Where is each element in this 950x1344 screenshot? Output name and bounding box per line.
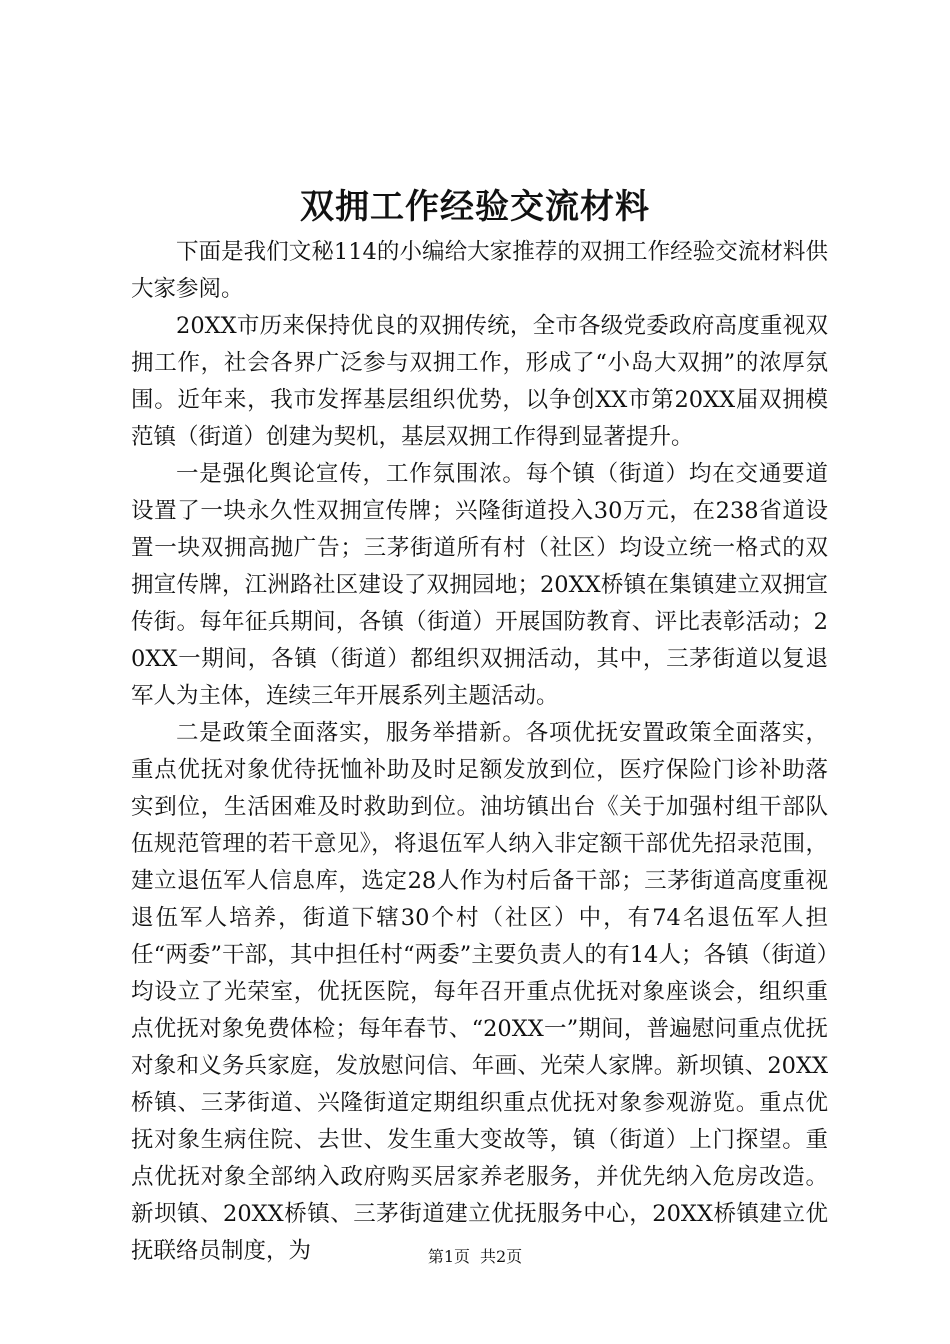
page-footer <box>0 1245 950 1269</box>
document-body <box>131 234 828 1270</box>
page-title: 双拥工作经验交流材料 <box>300 187 650 227</box>
page-number-current: 第1页 <box>427 1247 470 1266</box>
paragraph-intro: 下面是我们文秘114的小编给大家推荐的双拥工作经验交流材料供大家参阅。 <box>131 239 828 302</box>
page-number-total: 共2页 <box>480 1247 523 1266</box>
paragraph-publicity: 一是强化舆论宣传，工作氛围浓。每个镇（街道）均在交通要道设置了一块永久性双拥宣传牌；兴隆街道投入30万元，在238省道设置一块双拥高抛广告；三茅街道所有村（社区）均设立统一格式的双拥宣传牌，江洲路社区建设了双拥园地；20XX桥镇在集镇建立双拥宣传街。每年征兵期间，各镇（街道）开展国防教育、评比表彰活动；20XX一期间，各镇（街道）都组织双拥活动，其中，三茅街道以复退军人为主体，连续三年开展系列主题活动。 <box>131 461 828 709</box>
paragraph-overview: 20XX市历来保持优良的双拥传统，全市各级党委政府高度重视双拥工作，社会各界广泛参与双拥工作，形成了“小岛大双拥”的浓厚氛围。近年来，我市发挥基层组织优势，以争创XX市第20XX届双拥模范镇（街道）创建为契机，基层双拥工作得到显著提升。 <box>131 313 828 450</box>
paragraph-policy: 二是政策全面落实，服务举措新。各项优抚安置政策全面落实，重点优抚对象优待抚恤补助及时足额发放到位，医疗保险门诊补助落实到位，生活困难及时救助到位。油坊镇出台《关于加强村组干部队伍规范管理的若干意见》，将退伍军人纳入非定额干部优先招录范围，建立退伍军人信息库，选定28人作为村后备干部；三茅街道高度重视退伍军人培养，街道下辖30个村（社区）中，有74名退伍军人担任“两委”干部，其中担任村“两委”主要负责人的有14人；各镇（街道）均设立了光荣室，优抚医院，每年召开重点优抚对象座谈会，组织重点优抚对象免费体检；每年春节、“20XX一”期间，普遍慰问重点优抚对象和义务兵家庭，发放慰问信、年画、光荣人家牌。新坝镇、20XX桥镇、三茅街道、兴隆街道定期组织重点优抚对象参观游览。重点优抚对象生病住院、去世、发生重大变故等，镇（街道）上门探望。重点优抚对象全部纳入政府购买居家养老服务，并优先纳入危房改造。新坝镇、20XX桥镇、三茅街道建立优抚服务中心，20XX桥镇建立优抚联络员制度，为 <box>131 720 828 1264</box>
